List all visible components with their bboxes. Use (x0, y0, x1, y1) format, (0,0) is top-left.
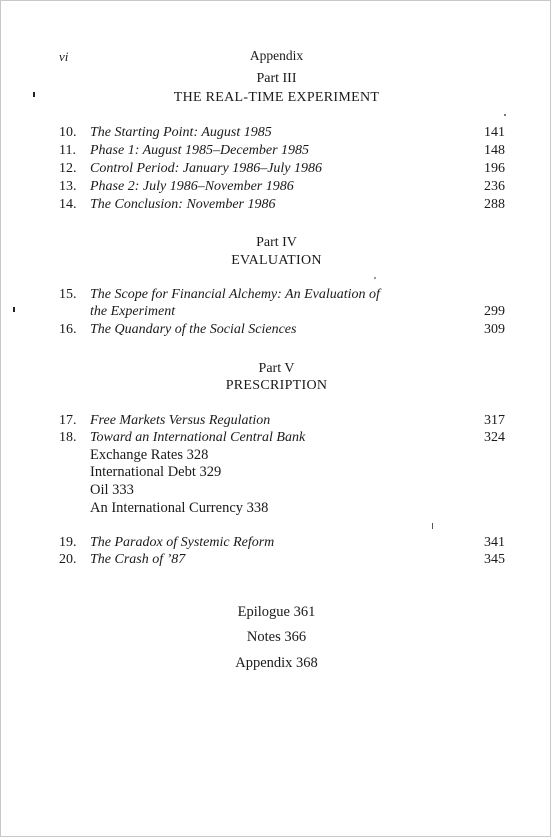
subsection-entry: An International Currency 338 (90, 500, 269, 516)
toc-row (59, 430, 505, 448)
chapter-number: 15. (59, 287, 77, 302)
chapter-number: 17. (59, 413, 77, 428)
chapter-page: 345 (484, 552, 505, 567)
chapter-title: The Paradox of Systemic Reform (90, 535, 275, 550)
chapter-page: 299 (484, 304, 505, 319)
chapter-title: Control Period: January 1986–July 1986 (90, 161, 323, 176)
chapter-number: 12. (59, 161, 77, 176)
chapter-page: 324 (484, 430, 505, 445)
page-folio: vi (59, 49, 69, 64)
back-matter-epilogue: Epilogue 361 (237, 604, 316, 620)
chapter-page: 341 (484, 535, 505, 550)
toc-row (59, 552, 505, 570)
toc-row (59, 535, 505, 553)
chapter-page: 317 (484, 413, 505, 428)
chapter-page: 196 (484, 161, 505, 176)
scan-speck (432, 523, 433, 529)
chapter-title: Phase 1: August 1985–December 1985 (90, 143, 310, 158)
chapter-title: The Quandary of the Social Sciences (90, 322, 297, 337)
toc-row (59, 125, 505, 143)
chapter-number: 18. (59, 430, 77, 445)
chapter-title: The Crash of ’87 (90, 552, 186, 567)
toc-row (59, 161, 505, 179)
toc-row (59, 179, 505, 197)
scan-speck (33, 92, 35, 97)
toc-row (59, 143, 505, 161)
part-iii-label: Part III (256, 71, 297, 86)
toc-row-continuation (59, 304, 505, 322)
chapter-number: 13. (59, 179, 77, 194)
part-v-title: PRESCRIPTION (225, 378, 328, 393)
chapter-page: 141 (484, 125, 505, 140)
back-matter-appendix: Appendix 368 (235, 655, 318, 671)
chapter-number: 19. (59, 535, 77, 550)
toc-row (59, 413, 505, 431)
toc-row (59, 287, 505, 305)
subsection-entry: Exchange Rates 328 (90, 447, 209, 463)
scan-speck (374, 277, 376, 279)
chapter-page: 148 (484, 143, 505, 158)
back-matter-notes: Notes 366 (246, 629, 307, 645)
subsection-entry: Oil 333 (90, 482, 134, 498)
chapter-number: 16. (59, 322, 77, 337)
toc-row (59, 197, 505, 215)
chapter-title: The Conclusion: November 1986 (90, 197, 276, 212)
scan-speck (504, 114, 506, 116)
part-iii-title: THE REAL-TIME EXPERIMENT (173, 90, 380, 105)
chapter-page: 288 (484, 197, 505, 212)
chapter-number: 14. (59, 197, 77, 212)
chapter-number: 11. (59, 143, 76, 158)
chapter-title: The Scope for Financial Alchemy: An Evaluation of (90, 287, 380, 302)
chapter-title: The Starting Point: August 1985 (90, 125, 272, 140)
chapter-number: 10. (59, 125, 77, 140)
toc-row (59, 322, 505, 340)
chapter-title-continuation: the Experiment (90, 304, 176, 319)
running-head: Appendix (249, 48, 304, 63)
chapter-number: 20. (59, 552, 77, 567)
part-v-label: Part V (258, 361, 295, 376)
subsection-entry: International Debt 329 (90, 464, 222, 480)
chapter-title: Phase 2: July 1986–November 1986 (90, 179, 294, 194)
chapter-page: 309 (484, 322, 505, 337)
chapter-title: Free Markets Versus Regulation (90, 413, 271, 428)
scan-speck (13, 307, 15, 312)
chapter-page: 236 (484, 179, 505, 194)
part-iv-label: Part IV (256, 235, 297, 250)
chapter-title: Toward an International Central Bank (90, 430, 306, 445)
part-iv-title: EVALUATION (231, 253, 322, 268)
